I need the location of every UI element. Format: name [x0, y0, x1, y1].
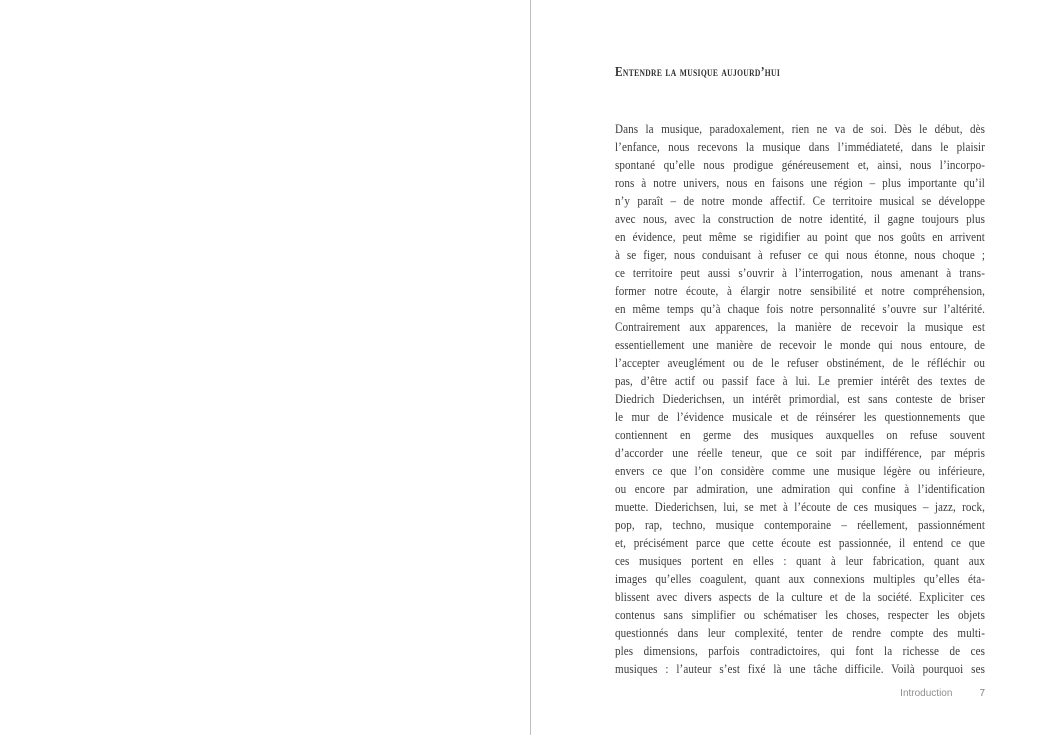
text-line: muette. Diederichsen, lui, se met à l’écoute de ces musiques – jazz, rock, — [615, 499, 985, 514]
text-line: envers ce que l’on considère comme une musique légère ou inférieure, — [615, 463, 985, 478]
text-line: essentiellement une manière de recevoir le monde qui nous entoure, de — [615, 337, 985, 352]
text-line: Diedrich Diederichsen, un intérêt primordial, est sans conteste de briser — [615, 391, 985, 406]
text-line: musiques : l’auteur s’est fixé là une tâche difficile. Voilà pourquoi ses — [615, 661, 985, 676]
text-line: blissent avec divers aspects de la culture et de la société. Expliciter ces — [615, 589, 985, 604]
footer-page-number: 7 — [979, 688, 985, 699]
right-page — [531, 0, 1059, 735]
text-line: rons à notre univers, nous en faisons une région – plus importante qu’il — [615, 175, 985, 190]
text-line: contiennent en germe des musiques auxquelles on refuse souvent — [615, 427, 985, 442]
text-line: à se figer, nous conduisant à refuser ce qui nous étonne, nous choque ; — [615, 247, 985, 262]
text-line: ces musiques portent en elles : quant à leur fabrication, quant aux — [615, 553, 985, 568]
text-line: n’y paraît – de notre monde affectif. Ce territoire musical se développe — [615, 193, 985, 208]
text-line: Contrairement aux apparences, la manière de recevoir la musique est — [615, 319, 985, 334]
text-line: questionnés dans leur complexité, tenter de rendre compte des multi- — [615, 625, 985, 640]
text-line: pop, rap, techno, musique contemporaine – réellement, passionnément — [615, 517, 985, 532]
text-line: ou encore par admiration, une admiration qui confine à l’identification — [615, 481, 985, 496]
text-line: pas, d’être actif ou passif face à lui. Le premier intérêt des textes de — [615, 373, 985, 388]
text-line: ples dimensions, parfois contradictoires, qui font la richesse de ces — [615, 643, 985, 658]
text-line: l’accepter aveuglément ou de le refuser obstinément, de le réfléchir ou — [615, 355, 985, 370]
text-line: images qu’elles coagulent, quant aux connexions multiples qu’elles éta- — [615, 571, 985, 586]
text-line: former notre écoute, à élargir notre sensibilité et notre compréhension, — [615, 283, 985, 298]
text-line: ce territoire peut aussi s’ouvrir à l’interrogation, nous amenant à trans- — [615, 265, 985, 280]
text-line: Dans la musique, paradoxalement, rien ne va de soi. Dès le début, dès — [615, 121, 985, 136]
footer-section-label: Introduction — [900, 688, 953, 699]
text-line: spontané qu’elle nous prodigue généreusement et, ainsi, nous l’incorpo- — [615, 157, 985, 172]
text-line: d’accorder une réelle teneur, que ce soit par indifférence, par mépris — [615, 445, 985, 460]
text-line: l’enfance, nous recevons la musique dans l’immédiateté, dans le plaisir — [615, 139, 985, 154]
body-paragraph — [615, 120, 985, 678]
page-footer — [900, 688, 985, 699]
text-line: et, précisément parce que cette écoute est passionnée, il entend ce que — [615, 535, 985, 550]
text-line: avec nous, avec la construction de notre identité, il gagne toujours plus — [615, 211, 985, 226]
text-line: en même temps qu’à chaque fois notre personnalité s’ouvre sur l’altérité. — [615, 301, 985, 316]
chapter-heading: Entendre la musique aujourd’hui — [615, 64, 781, 79]
text-line: en évidence, peut même se rigidifier au point que nos goûts en arrivent — [615, 229, 985, 244]
text-line: le mur de l’évidence musicale et de réinsérer les questionnements que — [615, 409, 985, 424]
text-line: contenus sans simplifier ou schématiser les choses, respecter les objets — [615, 607, 985, 622]
